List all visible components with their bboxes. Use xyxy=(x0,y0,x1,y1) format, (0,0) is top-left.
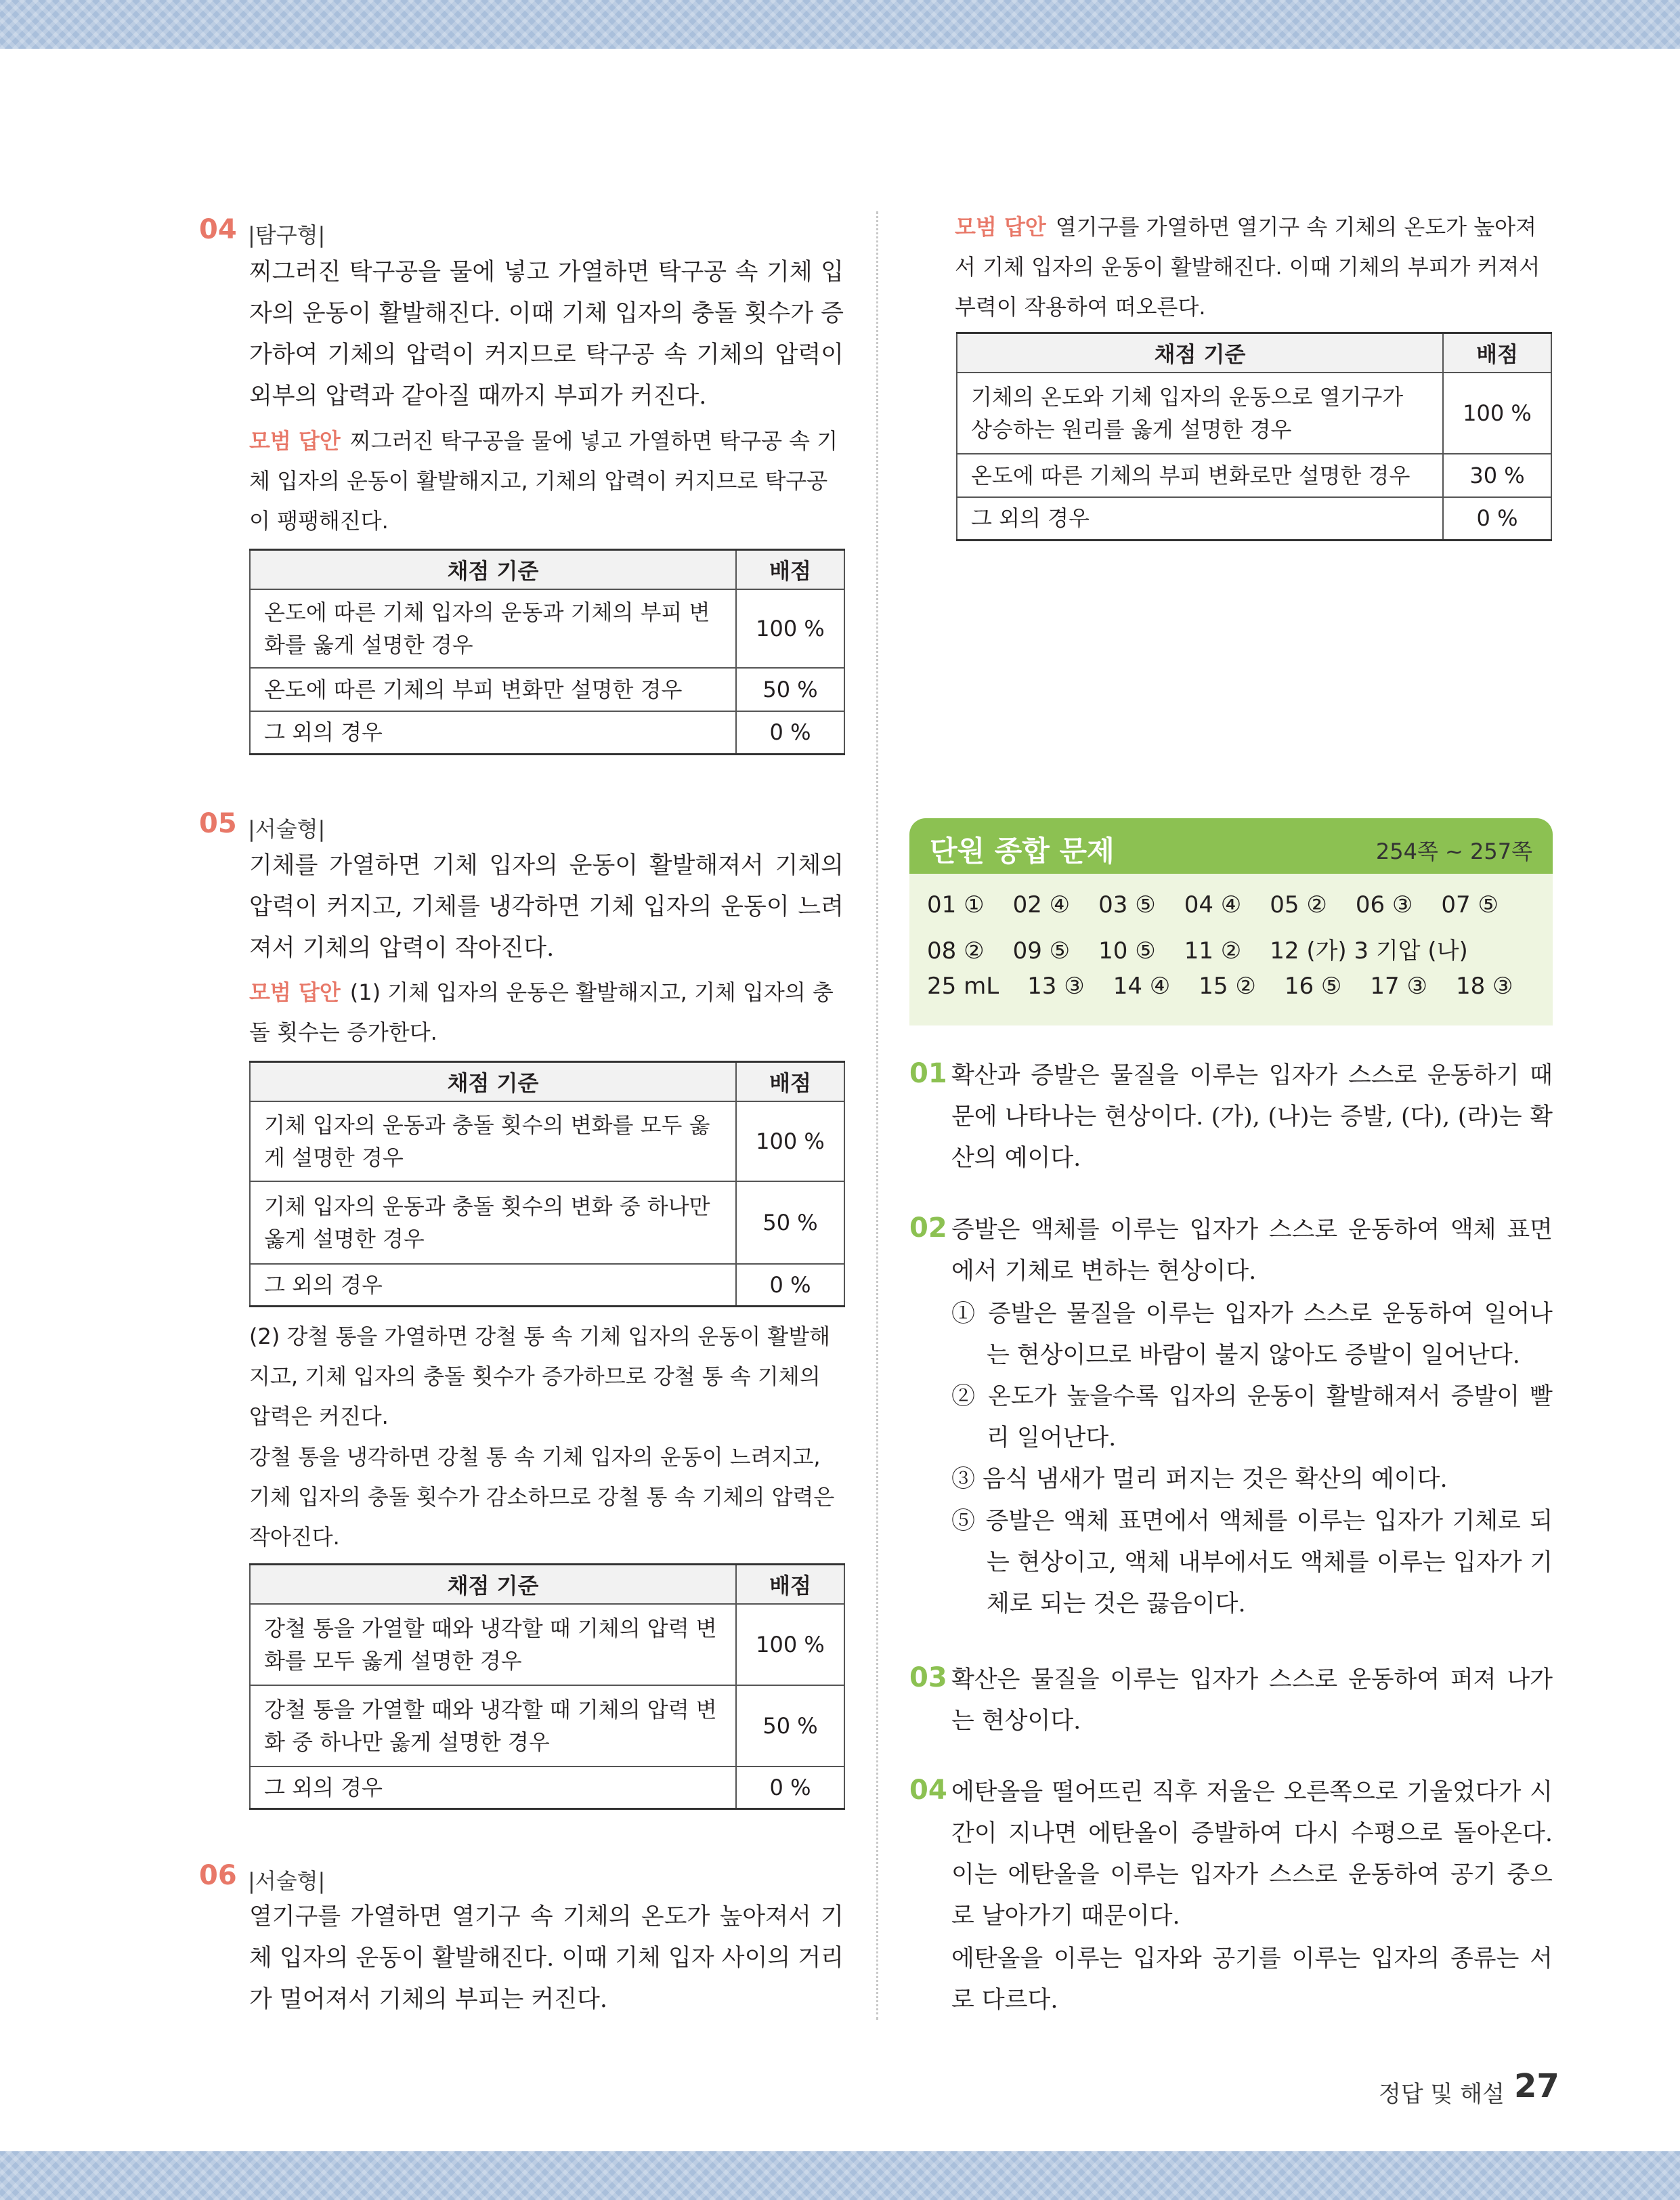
question-number-06: 06 xyxy=(199,1860,237,1891)
criteria-cell: 그 외의 경우 xyxy=(957,497,1443,541)
q05-model-answer-2: (2) 강철 통을 가열하면 강철 통 속 기체 입자의 운동이 활발해지고, 기체 입자의 충돌 횟수가 증가하므로 강철 통 속 기체의 압력은 커진다. xyxy=(249,1324,831,1429)
model-answer-label: 모범 답안 xyxy=(249,428,341,454)
q04-model-answer-text: 찌그러진 탁구공을 물에 넣고 가열하면 탁구공 속 기체 입자의 운동이 활발해지고, 기체의 압력이 커지므로 탁구공이 팽팽해진다. xyxy=(249,428,838,534)
question-type-04: |탐구형| xyxy=(248,222,326,248)
unit-review-answers-box xyxy=(909,818,1553,1025)
answer-item: 13 ③ xyxy=(1027,973,1085,1000)
answer-item: 15 ② xyxy=(1199,973,1256,1000)
answer-item: 07 ⑤ xyxy=(1441,891,1499,918)
points-cell: 50 % xyxy=(736,1685,844,1767)
criteria-header: 채점 기준 xyxy=(250,550,736,589)
column-divider xyxy=(876,211,878,2020)
unit-review-pages: 254쪽 ~ 257쪽 xyxy=(1375,839,1532,864)
points-header: 배점 xyxy=(736,1565,844,1604)
points-header: 배점 xyxy=(1443,333,1551,373)
answer-item: 14 ④ xyxy=(1113,973,1171,1000)
explanation-number-02: 02 xyxy=(909,1212,947,1244)
explanation-02-text: 증발은 액체를 이루는 입자가 스스로 운동하여 액체 표면에서 기체로 변하는 현상이다. xyxy=(951,1217,1553,1285)
points-cell: 100 % xyxy=(736,1101,844,1181)
explanation-number-04: 04 xyxy=(909,1775,947,1806)
bottom-decorative-band xyxy=(0,2151,1680,2200)
explanation-02-option-2: ② 온도가 높을수록 입자의 운동이 활발해져서 증발이 빨리 일어난다. xyxy=(951,1383,1553,1452)
answer-item: 04 ④ xyxy=(1184,891,1242,918)
points-cell: 0 % xyxy=(736,1767,844,1809)
criteria-cell: 기체 입자의 운동과 충돌 횟수의 변화 중 하나만 옳게 설명한 경우 xyxy=(250,1181,736,1264)
explanation-02-option-3: ③ 음식 냄새가 멀리 퍼지는 것은 확산의 예이다. xyxy=(951,1466,1448,1493)
answer-row-2 xyxy=(927,932,1468,965)
q04-explanation: 찌그러진 탁구공을 물에 넣고 가열하면 탁구공 속 기체 입자의 운동이 활발해진다. 이때 기체 입자의 충돌 횟수가 증가하여 기체의 압력이 커지므로 탁구공 속 기체의 압력이 외부의 압력과 같아질 때까지 부피가 커진다. xyxy=(249,259,844,410)
criteria-header: 채점 기준 xyxy=(957,333,1443,373)
q06-explanation: 열기구를 가열하면 열기구 속 기체의 온도가 높아져서 기체 입자의 운동이 활발해진다. 이때 기체 입자 사이의 거리가 멀어져서 기체의 부피는 커진다. xyxy=(249,1903,844,2013)
q04-model-answer xyxy=(249,421,844,541)
answer-item: 11 ② xyxy=(1184,937,1242,965)
criteria-header: 채점 기준 xyxy=(250,1062,736,1101)
criteria-cell: 그 외의 경우 xyxy=(250,711,736,755)
answer-item: 16 ⑤ xyxy=(1284,973,1342,1000)
explanation-04-text-2: 에탄올을 이루는 입자와 공기를 이루는 입자의 종류는 서로 다르다. xyxy=(951,1945,1553,2014)
question-number-05: 05 xyxy=(199,808,237,839)
points-header: 배점 xyxy=(736,550,844,589)
answer-item: 03 ⑤ xyxy=(1098,891,1156,918)
answer-item: 18 ③ xyxy=(1455,973,1513,1000)
criteria-header: 채점 기준 xyxy=(250,1565,736,1604)
q05-model-answer-2-cooling: 강철 통을 냉각하면 강철 통 속 기체 입자의 운동이 느려지고, 기체 입자의 충돌 횟수가 감소하므로 강철 통 속 기체의 압력은 작아진다. xyxy=(249,1444,835,1550)
points-header: 배점 xyxy=(736,1062,844,1101)
points-cell: 0 % xyxy=(736,711,844,755)
points-cell: 0 % xyxy=(736,1264,844,1307)
q04-scoring-table xyxy=(249,549,845,755)
q06-model-answer xyxy=(955,207,1552,327)
question-number-04: 04 xyxy=(199,214,237,245)
points-cell: 100 % xyxy=(1443,373,1551,454)
explanation-02-option-1: ① 증발은 물질을 이루는 입자가 스스로 운동하여 일어나는 현상이므로 바람이 불지 않아도 증발이 일어난다. xyxy=(951,1300,1553,1369)
criteria-cell: 온도에 따른 기체의 부피 변화로만 설명한 경우 xyxy=(957,454,1443,497)
q05-model-answer-1-text: (1) 기체 입자의 운동은 활발해지고, 기체 입자의 충돌 횟수는 증가한다. xyxy=(249,979,834,1045)
unit-review-header xyxy=(909,818,1553,874)
q05-model-answer-1 xyxy=(249,973,844,1053)
model-answer-label: 모범 답안 xyxy=(249,979,341,1005)
model-answer-label: 모범 답안 xyxy=(955,214,1046,240)
points-cell: 100 % xyxy=(736,1604,844,1685)
answer-item: 01 ① xyxy=(927,891,985,918)
points-cell: 100 % xyxy=(736,589,844,668)
criteria-cell: 그 외의 경우 xyxy=(250,1264,736,1307)
answer-item: 10 ⑤ xyxy=(1098,937,1156,965)
answer-item: 06 ③ xyxy=(1355,891,1413,918)
criteria-cell: 온도에 따른 기체 입자의 운동과 기체의 부피 변화를 옳게 설명한 경우 xyxy=(250,589,736,668)
question-type-06: |서술형| xyxy=(248,1868,326,1894)
q05-scoring-table-1 xyxy=(249,1061,845,1307)
answer-item: 05 ② xyxy=(1270,891,1327,918)
q06-model-answer-text: 열기구를 가열하면 열기구 속 기체의 온도가 높아져서 기체 입자의 운동이 활발해진다. 이때 기체의 부피가 커져서 부력이 작용하여 떠오른다. xyxy=(955,214,1541,320)
answer-item: 12 (가) 3 기압 (나) xyxy=(1270,937,1468,965)
criteria-cell: 강철 통을 가열할 때와 냉각할 때 기체의 압력 변화를 모두 옳게 설명한 경우 xyxy=(250,1604,736,1685)
explanation-02-option-5: ⑤ 증발은 액체 표면에서 액체를 이루는 입자가 기체로 되는 현상이고, 액체 내부에서도 액체를 이루는 입자가 기체로 되는 것은 끓음이다. xyxy=(951,1508,1553,1617)
answer-row-1 xyxy=(927,891,1499,918)
answer-row-3 xyxy=(927,973,1513,1000)
question-type-05: |서술형| xyxy=(248,816,326,842)
answer-item: 25 mL xyxy=(927,973,999,1000)
answer-item: 17 ③ xyxy=(1370,973,1427,1000)
q05-explanation: 기체를 가열하면 기체 입자의 운동이 활발해져서 기체의 압력이 커지고, 기체를 냉각하면 기체 입자의 운동이 느려져서 기체의 압력이 작아진다. xyxy=(249,852,844,962)
explanation-number-03: 03 xyxy=(909,1662,947,1693)
explanation-03-text: 확산은 물질을 이루는 입자가 스스로 운동하여 퍼져 나가는 현상이다. xyxy=(951,1666,1553,1735)
criteria-cell: 기체의 온도와 기체 입자의 운동으로 열기구가 상승하는 원리를 옳게 설명한 경우 xyxy=(957,373,1443,454)
top-decorative-band xyxy=(0,0,1680,49)
criteria-cell: 기체 입자의 운동과 충돌 횟수의 변화를 모두 옳게 설명한 경우 xyxy=(250,1101,736,1181)
points-cell: 50 % xyxy=(736,668,844,711)
points-cell: 30 % xyxy=(1443,454,1551,497)
explanation-01-text: 확산과 증발은 물질을 이루는 입자가 스스로 운동하기 때문에 나타나는 현상이다. (가), (나)는 증발, (다), (라)는 확산의 예이다. xyxy=(951,1062,1553,1172)
q06-scoring-table xyxy=(956,332,1552,541)
answer-item: 09 ⑤ xyxy=(1012,937,1071,965)
answer-item: 08 ② xyxy=(927,937,985,965)
unit-review-title: 단원 종합 문제 xyxy=(930,834,1115,868)
explanation-04-text: 에탄올을 떨어뜨린 직후 저울은 오른쪽으로 기울었다가 시간이 지나면 에탄올이 증발하여 다시 수평으로 돌아온다. 이는 에탄올을 이루는 입자가 스스로 운동하여 공기 중으로 날아가기 때문이다. xyxy=(951,1779,1553,1930)
criteria-cell: 강철 통을 가열할 때와 냉각할 때 기체의 압력 변화 중 하나만 옳게 설명한 경우 xyxy=(250,1685,736,1767)
footer-label: 정답 및 해설 xyxy=(1379,2081,1505,2108)
criteria-cell: 그 외의 경우 xyxy=(250,1767,736,1809)
criteria-cell: 온도에 따른 기체의 부피 변화만 설명한 경우 xyxy=(250,668,736,711)
page-number: 27 xyxy=(1514,2067,1559,2105)
points-cell: 50 % xyxy=(736,1181,844,1264)
points-cell: 0 % xyxy=(1443,497,1551,541)
explanation-number-01: 01 xyxy=(909,1058,947,1089)
q05-scoring-table-2 xyxy=(249,1563,845,1810)
answer-item: 02 ④ xyxy=(1012,891,1071,918)
